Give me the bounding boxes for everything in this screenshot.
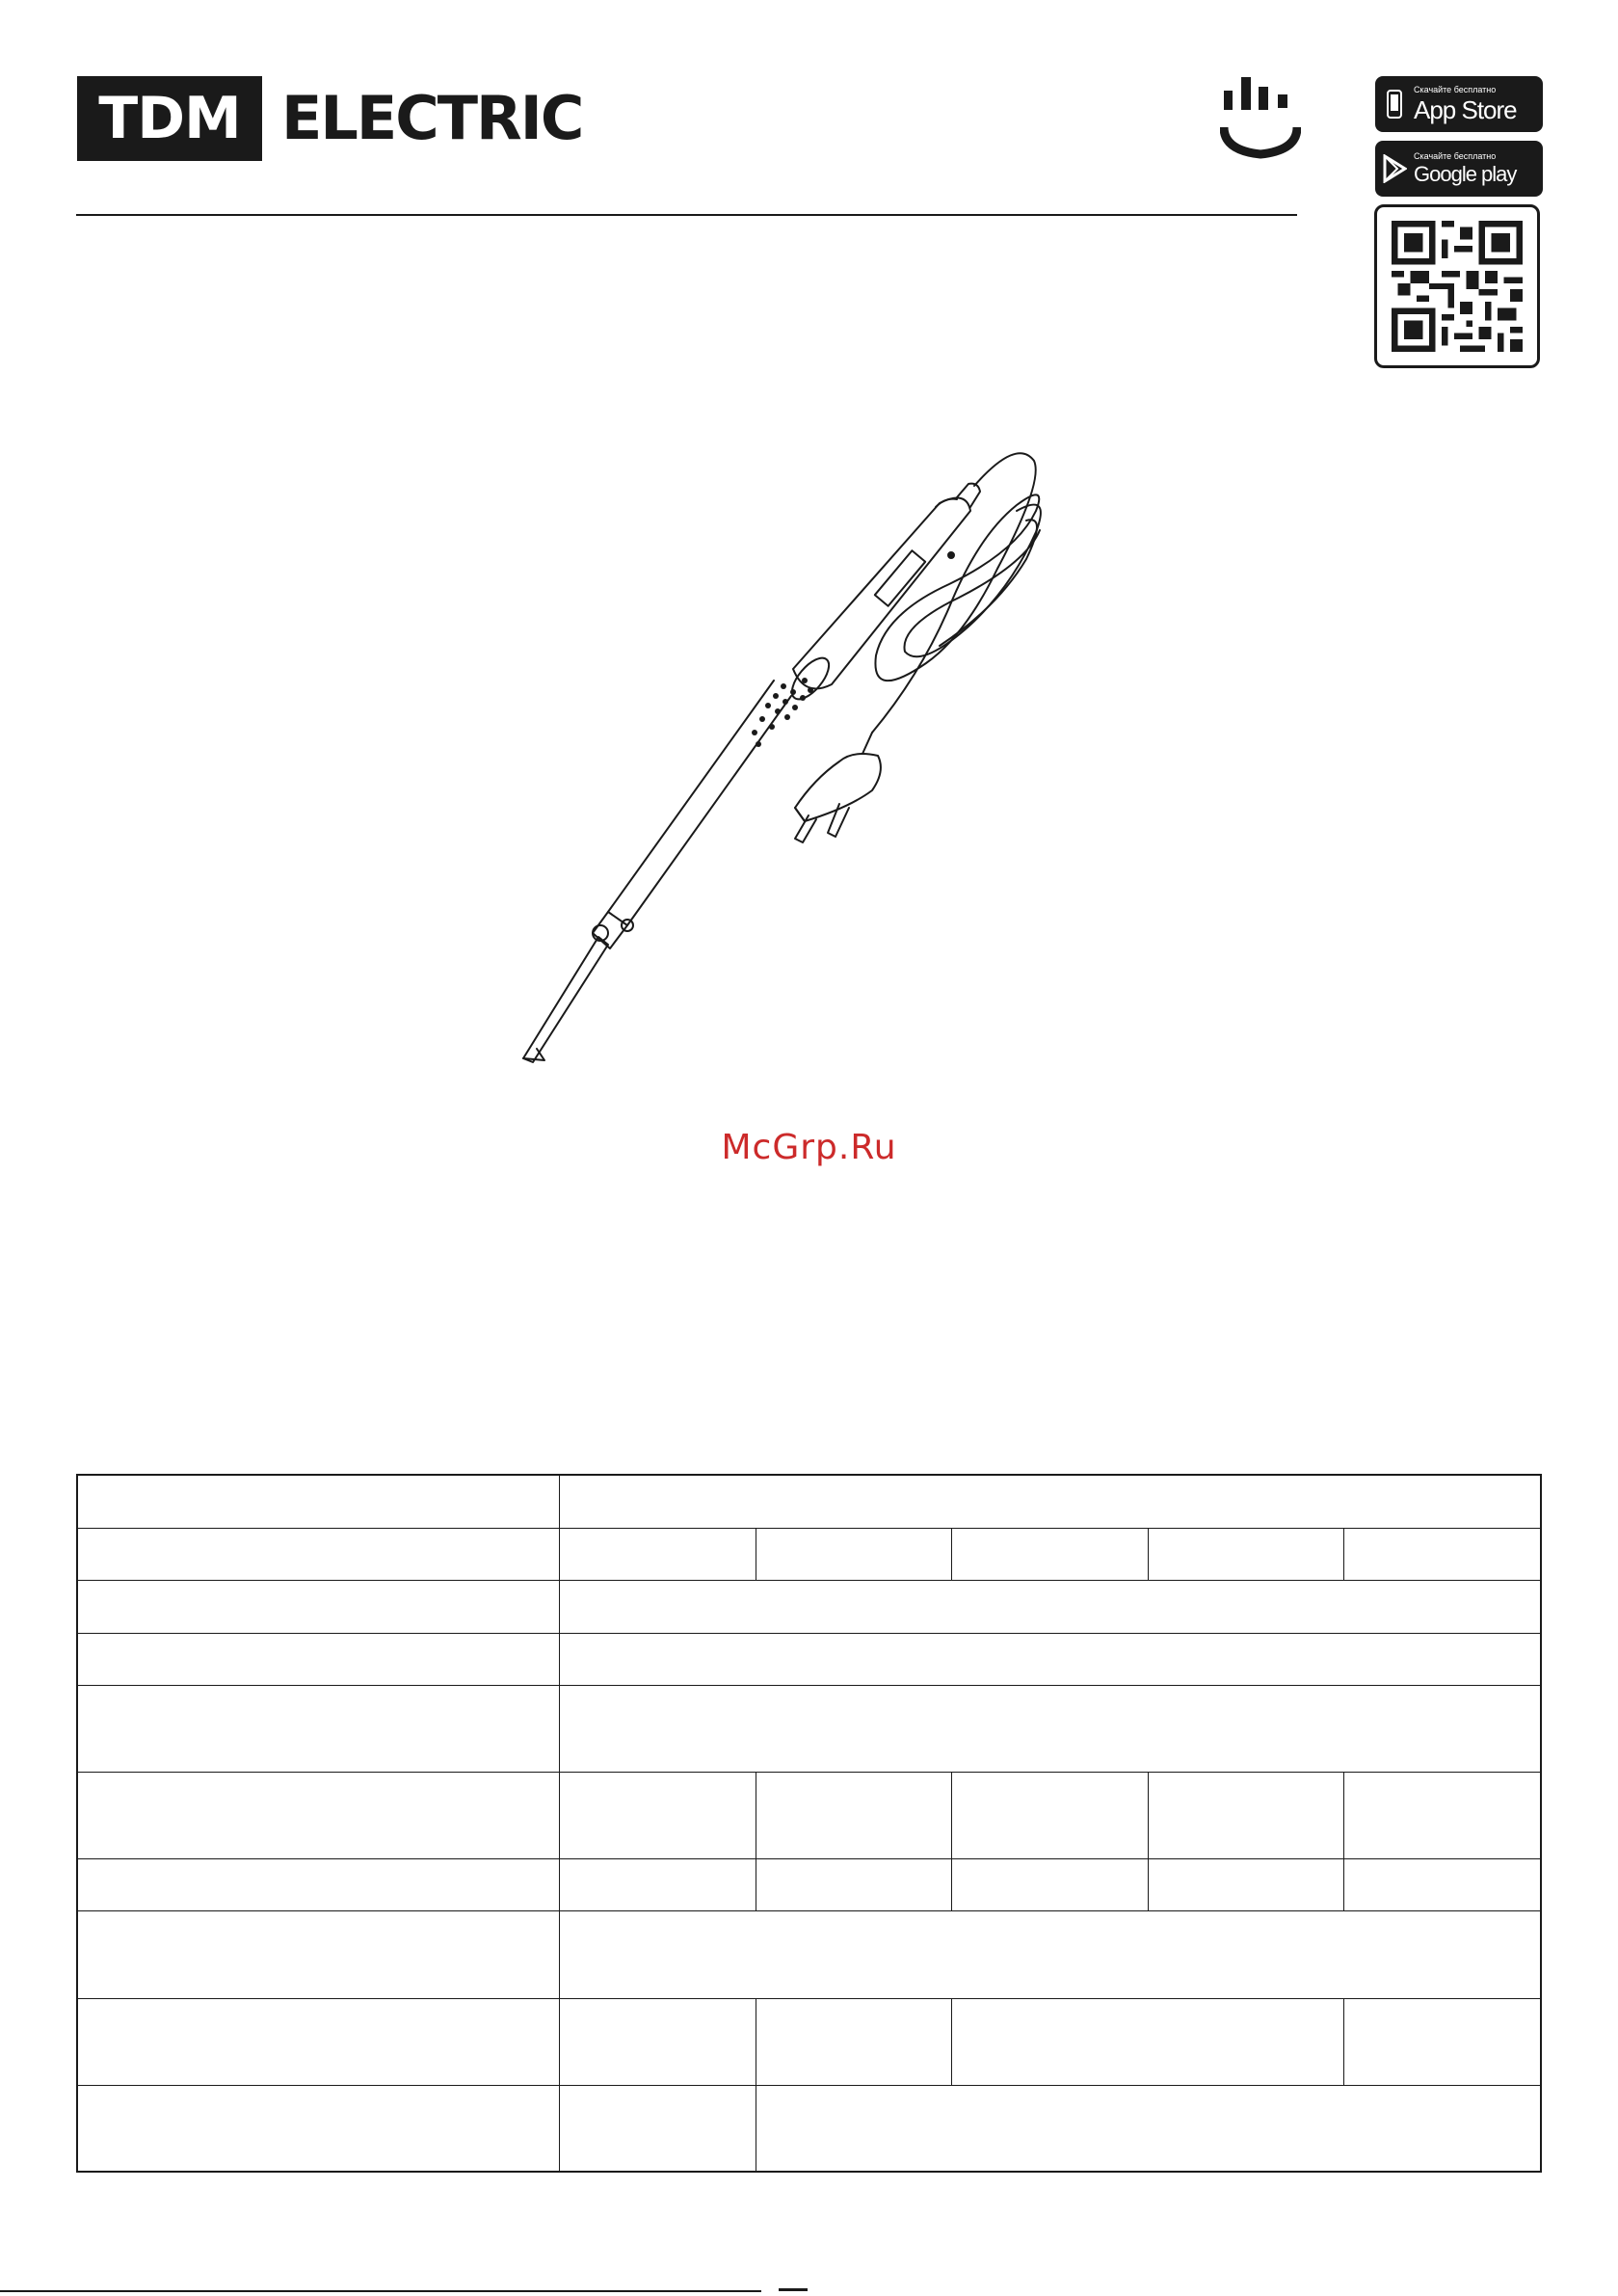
table-cell — [78, 1859, 560, 1911]
table-cell — [78, 1686, 560, 1773]
footer-mark — [779, 2288, 808, 2291]
table-cell — [1344, 1529, 1540, 1581]
google-play-badge[interactable] — [1375, 141, 1543, 197]
qr-code[interactable] — [1374, 204, 1540, 368]
google-play-label: Google play — [1414, 162, 1517, 186]
table-cell — [756, 1999, 952, 2086]
table-cell — [78, 1529, 560, 1581]
table-cell — [952, 1773, 1149, 1859]
qr-code-image — [1392, 221, 1523, 352]
smile-brand-icon — [1220, 73, 1301, 160]
table-cell — [756, 1773, 952, 1859]
table-cell — [952, 1859, 1149, 1911]
table-cell — [560, 1911, 1540, 1999]
table-cell — [560, 1859, 756, 1911]
table-cell — [560, 1999, 756, 2086]
logo-box: TDM — [77, 76, 262, 161]
spec-table — [76, 1474, 1542, 2173]
table-cell — [560, 2086, 756, 2171]
watermark-text: McGrp.Ru — [721, 1128, 897, 1167]
app-store-badge[interactable] — [1375, 76, 1543, 132]
table-cell — [1149, 1773, 1344, 1859]
header-rule — [76, 214, 1297, 216]
table-cell — [560, 1581, 1540, 1634]
table-cell — [1149, 1859, 1344, 1911]
logo-text: ELECTRIC — [281, 83, 583, 153]
table-cell — [560, 1634, 1540, 1686]
brand-logo — [77, 76, 582, 161]
soldering-iron-illustration — [516, 443, 1103, 1080]
table-cell — [78, 1999, 560, 2086]
table-cell — [756, 1859, 952, 1911]
table-cell — [952, 1529, 1149, 1581]
table-cell — [560, 1476, 1540, 1529]
table-cell — [560, 1529, 756, 1581]
table-cell — [1344, 1859, 1540, 1911]
google-play-small: Скачайте бесплатно — [1414, 151, 1497, 161]
table-cell — [952, 1999, 1344, 2086]
table-cell — [560, 1773, 756, 1859]
app-store-small: Скачайте бесплатно — [1414, 85, 1497, 94]
table-cell — [756, 1529, 952, 1581]
table-cell — [78, 1476, 560, 1529]
table-cell — [756, 2086, 1540, 2171]
table-cell — [78, 2086, 560, 2171]
table-cell — [78, 1911, 560, 1999]
table-cell — [78, 1581, 560, 1634]
table-cell — [1149, 1529, 1344, 1581]
play-triangle-icon — [1375, 141, 1414, 197]
table-cell — [78, 1773, 560, 1859]
table-cell — [1344, 1999, 1540, 2086]
phone-icon — [1375, 76, 1414, 132]
table-cell — [78, 1634, 560, 1686]
footer-rule — [0, 2290, 761, 2292]
app-store-label: App Store — [1414, 95, 1517, 124]
table-cell — [1344, 1773, 1540, 1859]
table-cell — [560, 1686, 1540, 1773]
